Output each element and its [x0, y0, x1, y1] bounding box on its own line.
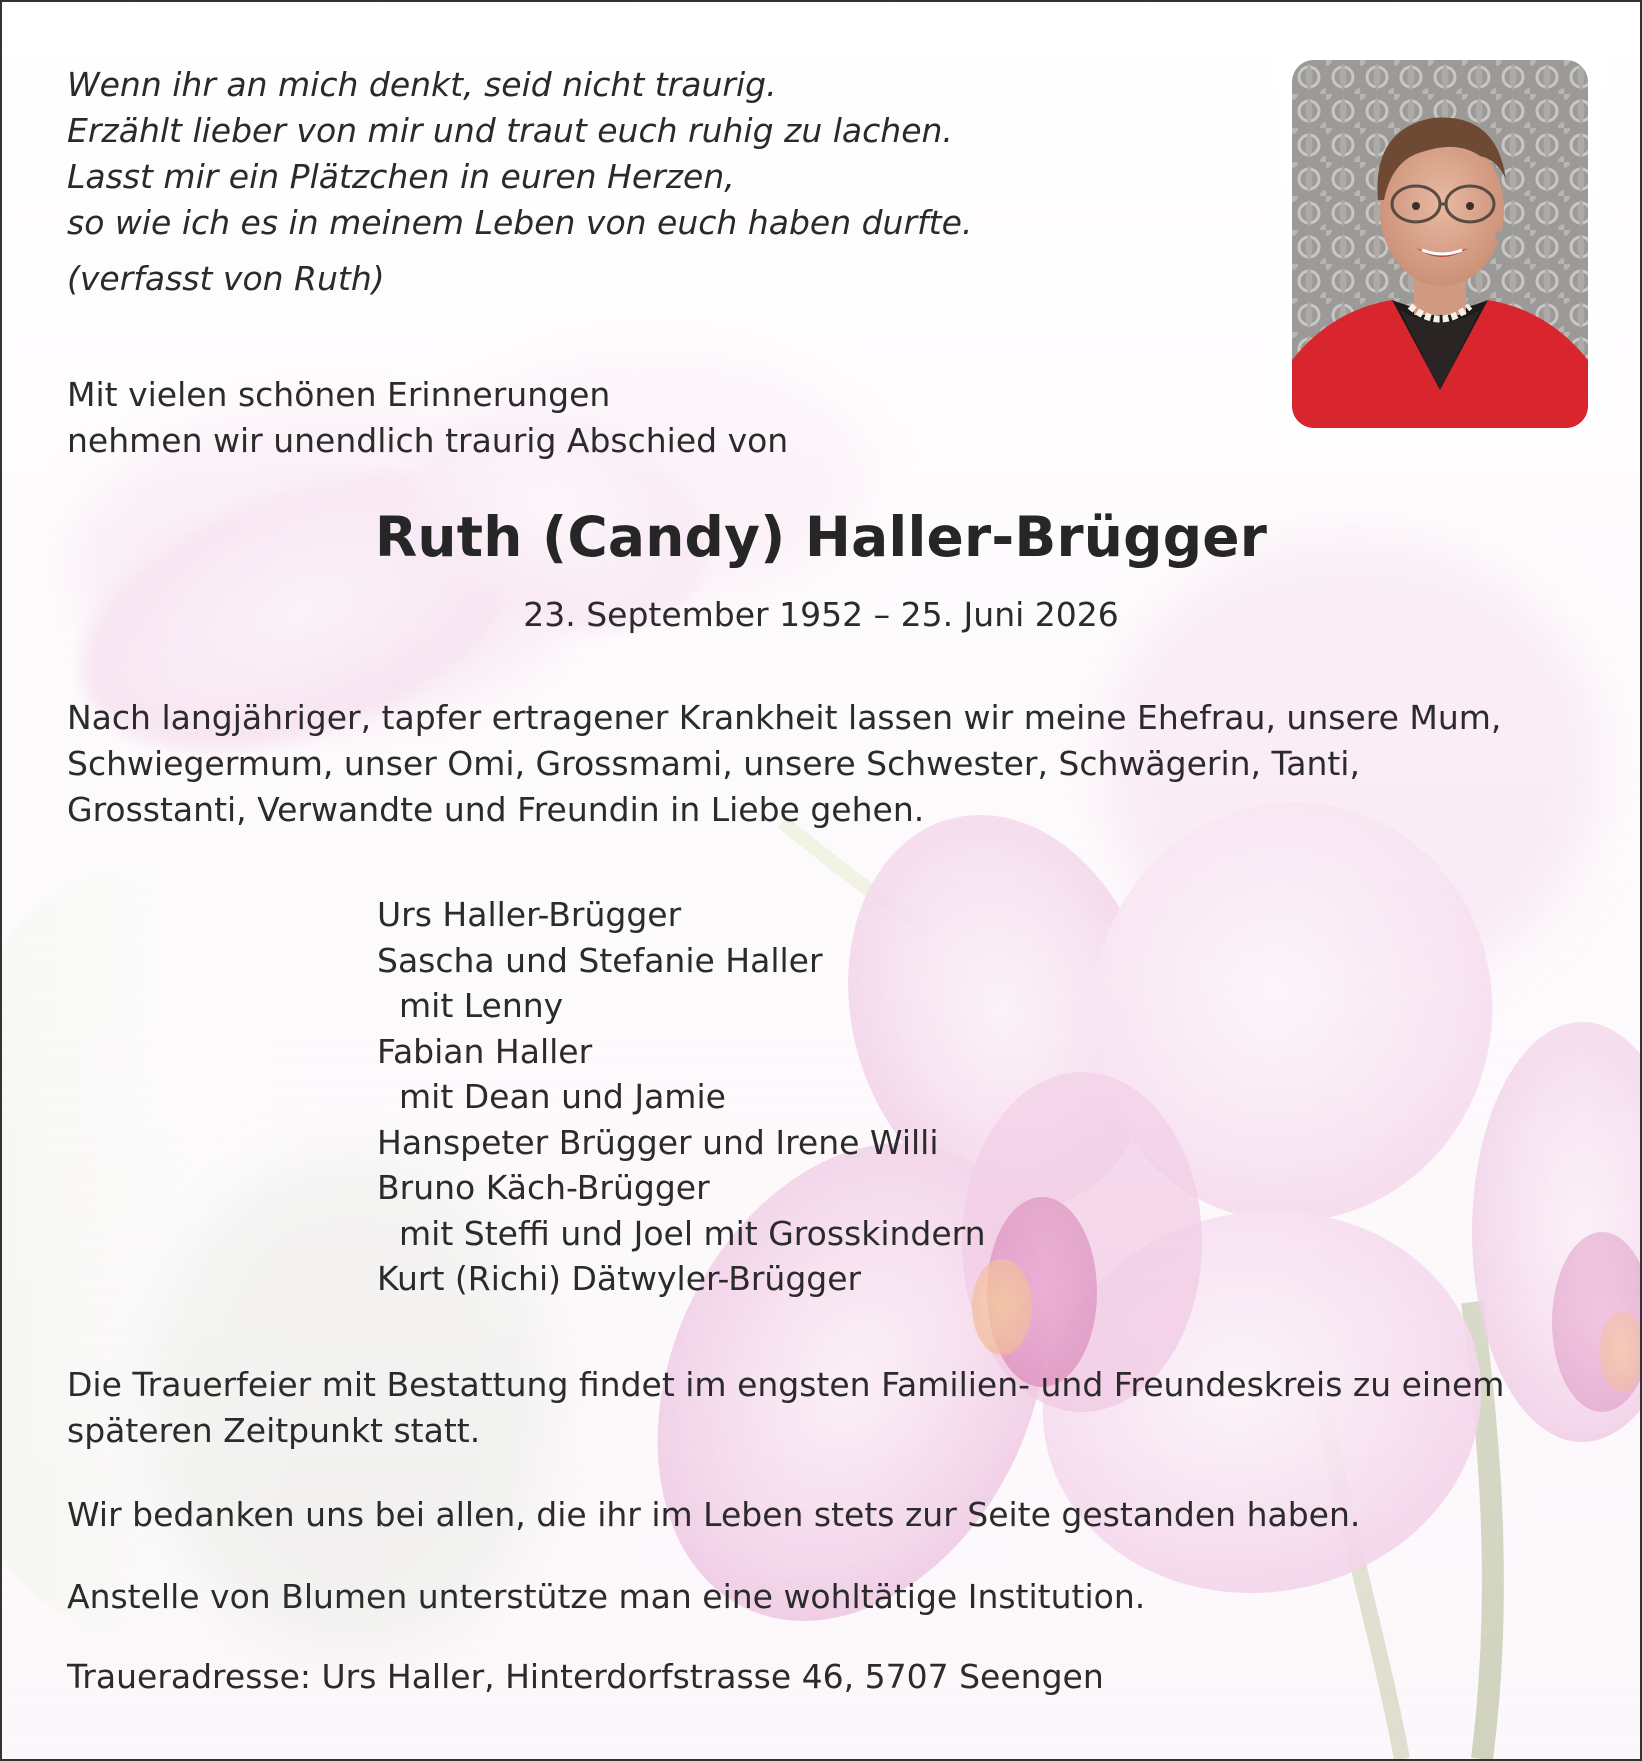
portrait-illustration: [1292, 60, 1588, 428]
announcement-paragraph: [67, 695, 1501, 833]
mourners-list: [377, 892, 986, 1302]
funeral-paragraph: [67, 1362, 1504, 1454]
mourner: Kurt (Richi) Dätwyler-Brügger: [377, 1259, 862, 1298]
mourner: Sascha und Stefanie Haller: [377, 940, 823, 980]
thanks-paragraph: Wir bedanken uns bei allen, die ihr im Leben stets zur Seite gestanden haben.: [67, 1495, 1361, 1534]
mourner: Fabian Haller: [377, 1031, 593, 1071]
mourner: mit Dean und Jamie: [399, 1077, 726, 1116]
announcement-line: Nach langjähriger, tapfer ertragener Krankheit lassen wir meine Ehefrau, unsere Mum,: [67, 698, 1502, 737]
deceased-name: Ruth (Candy) Haller-Brügger: [374, 505, 1268, 569]
mourner: Urs Haller-Brügger: [377, 895, 682, 934]
mourning-address: Traueradresse: Urs Haller, Hinterdorfstrasse 46, 5707 Seengen: [67, 1657, 1104, 1696]
poem-line: so wie ich es in meinem Leben von euch haben durfte.: [67, 203, 973, 242]
mourner: Bruno Käch-Brügger: [377, 1168, 710, 1207]
mourner: Hanspeter Brügger und Irene Willi: [377, 1122, 939, 1162]
announcement-line: Schwiegermum, unser Omi, Grossmami, unsere Schwester, Schwägerin, Tanti,: [67, 744, 1360, 783]
poem: [67, 62, 972, 246]
poem-line: Lasst mir ein Plätzchen in euren Herzen,: [67, 157, 735, 196]
announcement-line: Grosstanti, Verwandte und Freundin in Liebe gehen.: [67, 790, 925, 829]
funeral-line: späteren Zeitpunkt statt.: [67, 1411, 481, 1450]
intro-line: nehmen wir unendlich traurig Abschied von: [67, 421, 789, 460]
life-dates: 23. September 1952 – 25. Juni 2026: [523, 595, 1119, 634]
donation-note: Anstelle von Blumen unterstütze man eine wohltätige Institution.: [67, 1577, 1146, 1616]
funeral-line: Die Trauerfeier mit Bestattung findet im engsten Familien- und Freundeskreis zu einem: [67, 1365, 1505, 1404]
poem-line: Wenn ihr an mich denkt, seid nicht traurig.: [67, 65, 777, 104]
mourner: mit Lenny: [399, 986, 564, 1025]
mourner: mit Steffi und Joel mit Grosskindern: [399, 1213, 986, 1253]
poem-line: Erzählt lieber von mir und traut euch ruhig zu lachen.: [67, 111, 953, 150]
portrait-photo: [1292, 60, 1588, 428]
poem-author: (verfasst von Ruth): [67, 259, 385, 298]
intro: [67, 372, 788, 464]
intro-line: Mit vielen schönen Erinnerungen: [67, 375, 611, 414]
